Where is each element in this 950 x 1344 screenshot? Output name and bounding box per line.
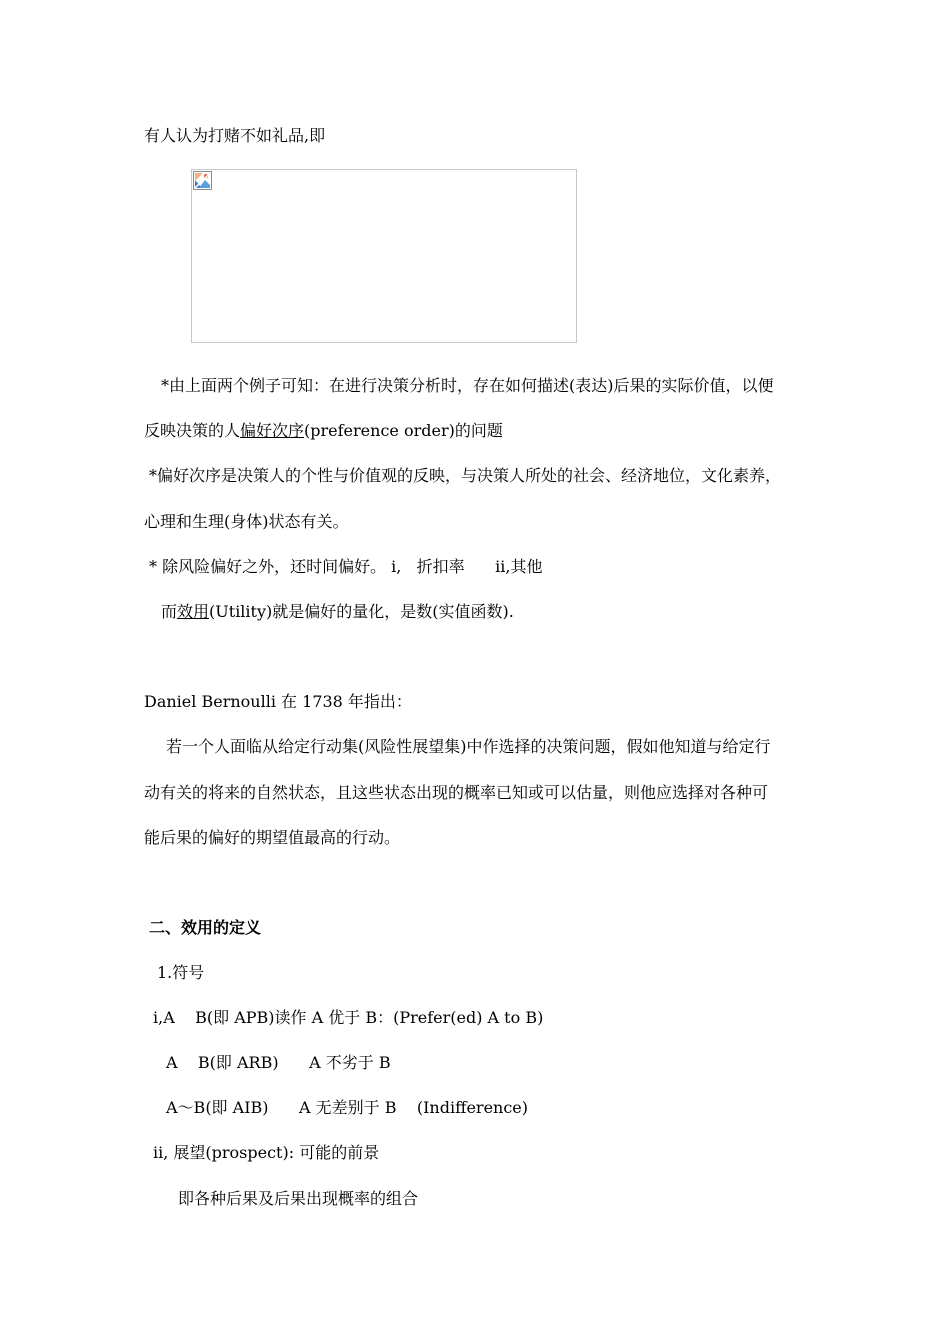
paragraph-preference-line1: *偏好次序是决策人的个性与价值观的反映，与决策人所处的社会、经济地位，文化素养， bbox=[149, 466, 782, 485]
text-segment: (Utility)就是偏好的量化，是数(实值函数). bbox=[209, 602, 514, 621]
paragraph-analysis-line2 bbox=[144, 421, 503, 441]
definition-not-worse: A B(即 ARB) A 不劣于 B bbox=[166, 1053, 391, 1072]
section-heading-utility-definition: 二、效用的定义 bbox=[149, 918, 262, 937]
paragraph-analysis-line1: *由上面两个例子可知：在进行决策分析时，存在如何描述(表达)后果的实际价值，以便 bbox=[161, 376, 774, 395]
paragraph-decision-line3: 能后果的偏好的期望值最高的行动。 bbox=[144, 828, 401, 847]
definition-prospect-detail: 即各种后果及后果出现概率的组合 bbox=[178, 1189, 419, 1208]
term-preference-order: 偏好次序 bbox=[240, 421, 305, 440]
text-segment: 反映决策的人 bbox=[144, 421, 241, 440]
definition-prospect: ii, 展望(prospect): 可能的前景 bbox=[153, 1143, 380, 1162]
paragraph-gift-intro: 有人认为打赌不如礼品,即 bbox=[144, 126, 326, 145]
term-utility: 效用 bbox=[177, 602, 210, 621]
paragraph-time-preference: * 除风险偏好之外，还时间偏好。 i, 折扣率 ii,其他 bbox=[149, 557, 543, 576]
text-segment: (preference order)的问题 bbox=[304, 421, 503, 440]
paragraph-decision-line2: 动有关的将来的自然状态，且这些状态出现的概率已知或可以估量，则他应选择对各种可 bbox=[144, 783, 769, 802]
broken-image-icon bbox=[193, 171, 212, 190]
definition-prefer: i,A B(即 APB)读作 A 优于 B：(Prefer(ed) A to B) bbox=[153, 1008, 544, 1027]
paragraph-preference-line2: 心理和生理(身体)状态有关。 bbox=[144, 512, 349, 531]
subsection-symbols: 1.符号 bbox=[157, 963, 205, 982]
definition-indifference: A～B(即 AIB) A 无差别于 B (Indifference) bbox=[166, 1098, 529, 1117]
paragraph-utility bbox=[161, 602, 514, 622]
text-segment: 而 bbox=[161, 602, 178, 621]
image-placeholder bbox=[191, 169, 577, 343]
paragraph-bernoulli: Daniel Bernoulli 在 1738 年指出： bbox=[144, 692, 412, 711]
paragraph-decision-line1: 若一个人面临从给定行动集(风险性展望集)中作选择的决策问题，假如他知道与给定行 bbox=[166, 737, 771, 756]
